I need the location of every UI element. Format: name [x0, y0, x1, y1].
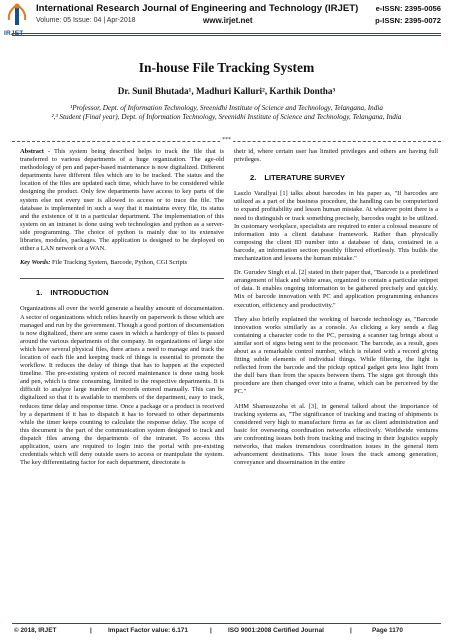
header-rule-thin — [12, 35, 441, 36]
lit-paragraph-3: They also briefly explained the working of barcode technology as, "Barcode innovation works similarly as a console. As clicking a key sends a flag containing a character code to the PC, perusing a scanner tag brings about a similar sort of signs being sent to the processor. The barcode, as a result, goes about as a remarkable control number, which is related with a record giving fitting subtle elements of individual things. While filtering, the light is reflected from the barcode and the pickup optical gadget gets less light from the dull bars than from the spaces between them. The signs got through this procedure are then changed over into a frame, which can be perceived by the PC." — [234, 315, 438, 396]
section-separator — [12, 137, 441, 145]
right-column — [234, 148, 438, 473]
affiliation-1: ¹Professor, Dept. of Information Technology, Sreenidhi Institute of Science and Technology, Telangana, India — [70, 104, 383, 112]
footer-iso: ISO 9001:2008 Certified Journal — [228, 627, 324, 634]
section-heading-literature-survey — [250, 174, 438, 182]
intro-paragraph: Organizations all over the world generate a healthy amount of documentation. A sector of organizations which relies heavily on paperwork is those which are managed and run by the government. Though a good portion of documentation is now digitalized, there are some cases in which a hardcopy of files is passed around the various departments of the company. In organizations of large size which have several physical files, there arises a need to manage and track the location of each file and keeping track of things is essential to promote the workflow. It reduces the delay of things that has to happen at the expected timeline. The pre-existing system of record maintenance is done using book and pen, which is time consuming, limited to the respective departments. It is difficult to analyze large number of records entered manually. This can be digitalized so that it is available to members of the department, easy to track, reduces time delay and response time. Once a package or a product is received by a department if it has to dispatch it has to forward to other departments while the timer keeps counting to calculate the response delay. The scope of this document is the part of the communication system designed to track and dispatch files among the departments of the intranet. To access this application, users are required to login into the portal with pre-existing credentials which will deny outside users to access or manipulate the system. The key differentiating factor for each department, directorate is — [20, 305, 224, 467]
abstract-block — [20, 148, 224, 279]
abstract-label: Abstract - — [20, 148, 51, 155]
section-number: 1. — [36, 288, 43, 298]
logo-text: IRJET — [4, 30, 24, 37]
affiliations — [40, 104, 413, 123]
footer-copyright: © 2018, IRJET — [14, 627, 57, 634]
section-heading-introduction — [36, 289, 224, 297]
e-issn: e-ISSN: 2395-0056 — [375, 4, 441, 13]
section-number: 2. — [250, 173, 257, 183]
abstract-text: This system being described helps to track the file that is transferred to various departments of a huge organization. The age-old methodology of pen and paper-based maintenance is now digitalized. Different departments have different files which are to be tracked. The status and the location of the files are updated each time, which have to be considered while designing the product. Only few departments have access to key parts of the system else not every user is allowed to access or to trace the file. The database is implemented in such a way that it maintains every file, its status and the existence of it in a particular department. The implementation of this system on an intranet is done using web technologies and python as a server-side programming. The choice of python is mainly due to its extensive libraries, modules, packages. The application is designed to be deployed on either a LAN network or a WAN. — [20, 148, 224, 253]
lit-paragraph-4: AHM Shamsuzzoha et al. [3], in general talked about the importance of tracking systems as, "The significance of tracking and tracing of shipments is considered very high to manufacture firms as far as client administration and basic for overseeing coordination networks effectively. Worldwide ventures are confronting issues both from tracking and tracing in their logistics supply networks, that makes tremendous coordination issues in the general item advancement destinations. This issue loses the track among generation, conveyance and dissemination in the entire — [234, 402, 438, 467]
intro-continuation: their id, where certain user has limited privileges and others are having full privileges. — [234, 148, 438, 164]
lit-paragraph-1: Laszlo Varallyai [1] talks about barcodes in his paper as, "If barcodes are utilized as a part of the business procedure, the handling can be computerized to expand profitability and lessen human mistake. At whatever point there is a need to distinguish or track something precisely, barcodes ought to be utilized. In customary workplace, specialists are required to enter a colossal measure of information into a client database framework. Rather than physically composing the client ID number into a database of data, contained in a barcode, an information section possibly filtered effortlessly. This builds the mechanization and lessens the human mistake." — [234, 190, 438, 263]
paper-title: In-house File Tracking System — [138, 60, 315, 75]
section-title: INTRODUCTION — [50, 288, 109, 298]
keywords-text: File Tracking System, Barcode, Python, CGI Scripts — [50, 259, 187, 267]
p-issn: p-ISSN: 2395-0072 — [375, 16, 441, 25]
keywords-label: Key Words: — [20, 259, 51, 267]
footer-impact: Impact Factor value: 6.171 — [108, 627, 188, 634]
left-column — [20, 148, 224, 473]
affiliation-2: ²,³ Student (Final year), Dept. of Information Technology, Sreenidhi Institute of Science and Technology, Telangana, India — [51, 113, 402, 122]
volume-issue: Volume: 05 Issue: 04 | Apr-2018 — [36, 17, 136, 24]
journal-website[interactable]: www.irjet.net — [203, 16, 253, 25]
footer-page: Page 1170 — [372, 627, 403, 634]
footer-divider: | — [210, 627, 212, 634]
journal-name: International Research Journal of Engineering and Technology (IRJET) — [36, 3, 359, 14]
footer-rule — [12, 623, 441, 624]
footer-divider: | — [350, 627, 352, 634]
paper-authors: Dr. Sunil Bhutada¹, Madhuri Kalluri², Karthik Dontha³ — [117, 86, 336, 96]
irjet-logo-icon — [6, 3, 28, 27]
header-rule — [12, 33, 441, 34]
separator-stars: *** — [222, 137, 231, 143]
lit-paragraph-2: Dr. Gurudev Singh et al. [2] stated in their paper that, "Barcode is a predefined arrangement of black and white areas, organized to contain a particular snippet of data. It enables ongoing information to be gathered precisely and quickly. Mix of barcode innovation with PC and application programming enhances execution, efficiency and productivity." — [234, 269, 438, 309]
keywords — [20, 259, 224, 267]
footer-divider: | — [90, 627, 92, 634]
journal-header — [0, 0, 453, 40]
abstract — [20, 148, 224, 253]
section-title: LITERATURE SURVEY — [264, 173, 346, 183]
